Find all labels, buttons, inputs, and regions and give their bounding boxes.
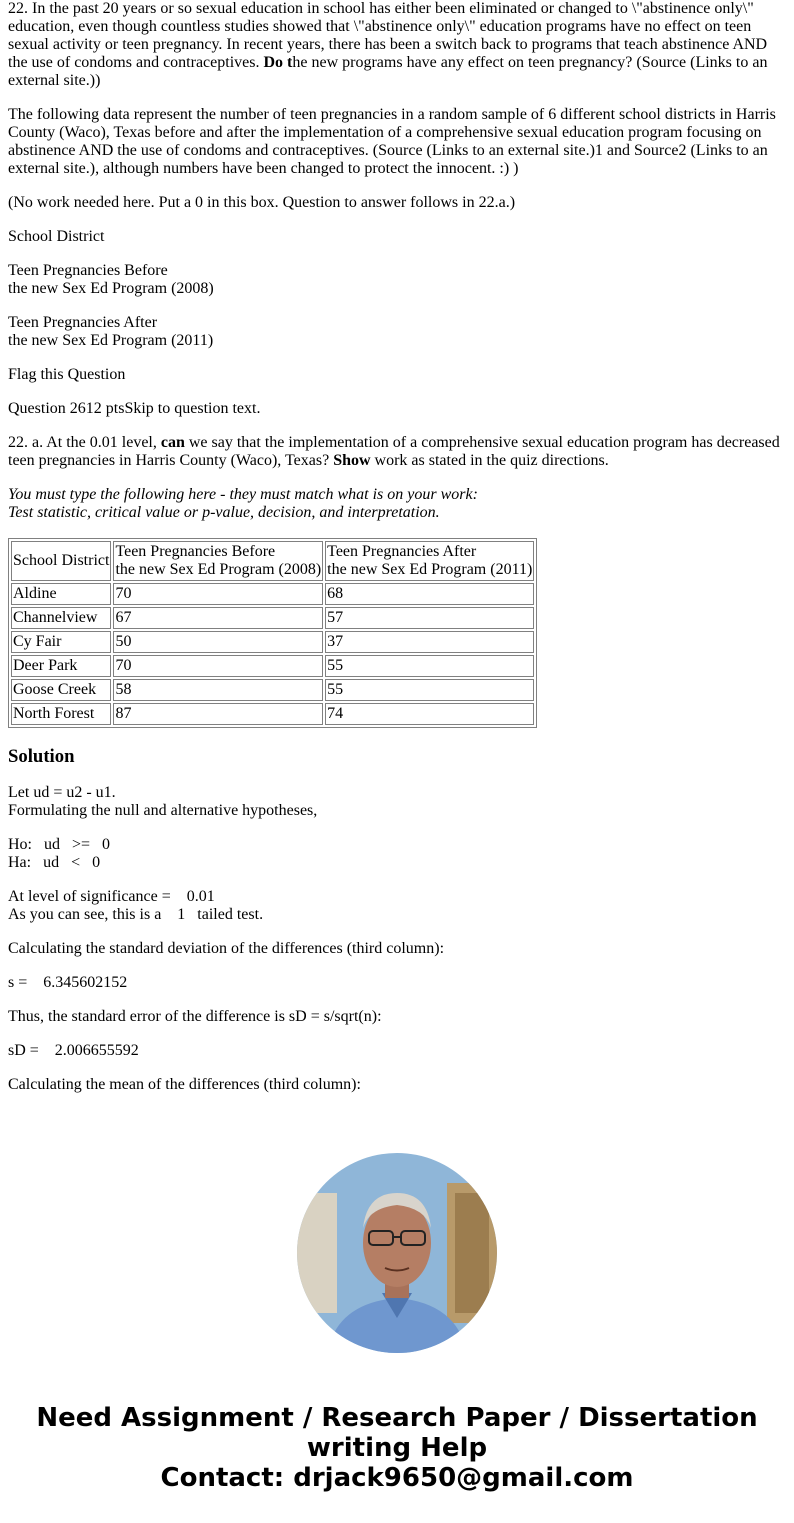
- table-header-row: [11, 541, 534, 581]
- cell: 68: [325, 583, 534, 605]
- header-line: the new Sex Ed Program (2011): [327, 561, 533, 578]
- label-line: the new Sex Ed Program (2011): [8, 332, 214, 349]
- question-meta: Question 2612 ptsSkip to question text.: [8, 400, 261, 417]
- table-row: [11, 583, 534, 605]
- question-intro: [8, 0, 786, 90]
- part-a-text: 22. a. At the 0.01 level,: [8, 434, 161, 451]
- header-cell: School District: [11, 541, 111, 581]
- header-line: the new Sex Ed Program (2008): [115, 561, 322, 578]
- sd-intro: Calculating the standard deviation of the differences (third column):: [8, 940, 445, 957]
- cell: 58: [113, 679, 323, 701]
- cell: 70: [113, 583, 323, 605]
- table-row: [11, 607, 534, 629]
- cell: Goose Creek: [11, 679, 111, 701]
- cell: Channelview: [11, 607, 111, 629]
- label-line: Teen Pregnancies After: [8, 314, 158, 331]
- cell: 57: [325, 607, 534, 629]
- header-line: Teen Pregnancies Before: [115, 543, 276, 560]
- intro-bold: Do t: [263, 54, 293, 71]
- intro-text-2: he new programs have any effect on teen pregnancy? (Source (Links to an external site.)): [8, 54, 768, 89]
- table-row: [11, 631, 534, 653]
- cell: 55: [325, 655, 534, 677]
- se-value: sD = 2.006655592: [8, 1042, 139, 1059]
- mean-intro: Calculating the mean of the differences (third column):: [8, 1076, 361, 1093]
- sd-value: s = 6.345602152: [8, 974, 128, 991]
- promo-line: writing Help: [306, 1433, 488, 1463]
- part-a: [8, 434, 786, 470]
- label-line: the new Sex Ed Program (2008): [8, 280, 214, 297]
- cell: 55: [325, 679, 534, 701]
- promo-line: Need Assignment / Research Paper / Dissertation: [36, 1403, 758, 1433]
- label-line: Teen Pregnancies Before: [8, 262, 168, 279]
- col-label-after: [8, 314, 786, 350]
- instructions: [8, 486, 786, 522]
- sol-line: Let ud = u2 - u1.: [8, 784, 116, 801]
- no-work-note: (No work needed here. Put a 0 in this box. Question to answer follows in 22.a.): [8, 194, 516, 211]
- promo-banner: [0, 1403, 794, 1493]
- null-hypothesis: Ho: ud >= 0: [8, 836, 111, 853]
- data-description: The following data represent the number of teen pregnancies in a random sample of 6 different school districts in Harris County (Waco), Texas before and after the implementation of a comprehensive sexual education program focusing on abstinence AND the use of condoms and contraceptives. (Source (Links to an external site.)1 and Source2 (Links to an external site.), although numbers have been changed to protect the innocent. :) ): [8, 106, 776, 177]
- part-a-text: we say that the implementation of a comprehensive sexual education program has decreased teen pregnancies in Harris County (Waco), Texas?: [8, 434, 780, 469]
- cell: 37: [325, 631, 534, 653]
- cell: 67: [113, 607, 323, 629]
- cell: North Forest: [11, 703, 111, 725]
- alt-hypothesis: Ha: ud < 0: [8, 854, 101, 871]
- part-a-bold: Show: [333, 452, 371, 469]
- tailed-line: As you can see, this is a 1 tailed test.: [8, 906, 264, 923]
- promo-contact: Contact: drjack9650@gmail.com: [160, 1463, 634, 1493]
- data-table: [8, 538, 537, 728]
- cell: 70: [113, 655, 323, 677]
- cell: 74: [325, 703, 534, 725]
- table-row: [11, 703, 534, 725]
- table-row: [11, 655, 534, 677]
- hypotheses: [8, 836, 786, 872]
- solution-heading: Solution: [8, 746, 75, 767]
- header-cell: [325, 541, 534, 581]
- cell: 87: [113, 703, 323, 725]
- col-label-school: School District: [8, 228, 105, 245]
- solution-hypotheses-intro: [8, 784, 786, 820]
- author-photo: [297, 1153, 497, 1353]
- table-row: [11, 679, 534, 701]
- cell: Deer Park: [11, 655, 111, 677]
- significance: [8, 888, 786, 924]
- cell: Aldine: [11, 583, 111, 605]
- cell: Cy Fair: [11, 631, 111, 653]
- cell: 50: [113, 631, 323, 653]
- col-label-before: [8, 262, 786, 298]
- part-a-bold: can: [160, 434, 185, 451]
- instruction-line: Test statistic, critical value or p-value, decision, and interpretation.: [8, 504, 440, 521]
- instruction-line: You must type the following here - they must match what is on your work:: [8, 486, 478, 503]
- header-line: Teen Pregnancies After: [327, 543, 477, 560]
- sol-line: Formulating the null and alternative hypotheses,: [8, 802, 318, 819]
- intro-text: 22. In the past 20 years or so sexual education in school has either been eliminated or changed to \"abstinence only\" education, even though countless studies showed that \"abstinence only\" education programs have no effect on teen sexual activity or teen pregnancy. In recent years, there has been a switch back to programs that teach abstinence AND the use of condoms and contraceptives.: [8, 0, 768, 71]
- se-intro: Thus, the standard error of the difference is sD = s/sqrt(n):: [8, 1008, 382, 1025]
- header-cell: [113, 541, 323, 581]
- alpha-line: At level of significance = 0.01: [8, 888, 215, 905]
- flag-question-link[interactable]: Flag this Question: [8, 366, 126, 383]
- part-a-text: work as stated in the quiz directions.: [370, 452, 609, 469]
